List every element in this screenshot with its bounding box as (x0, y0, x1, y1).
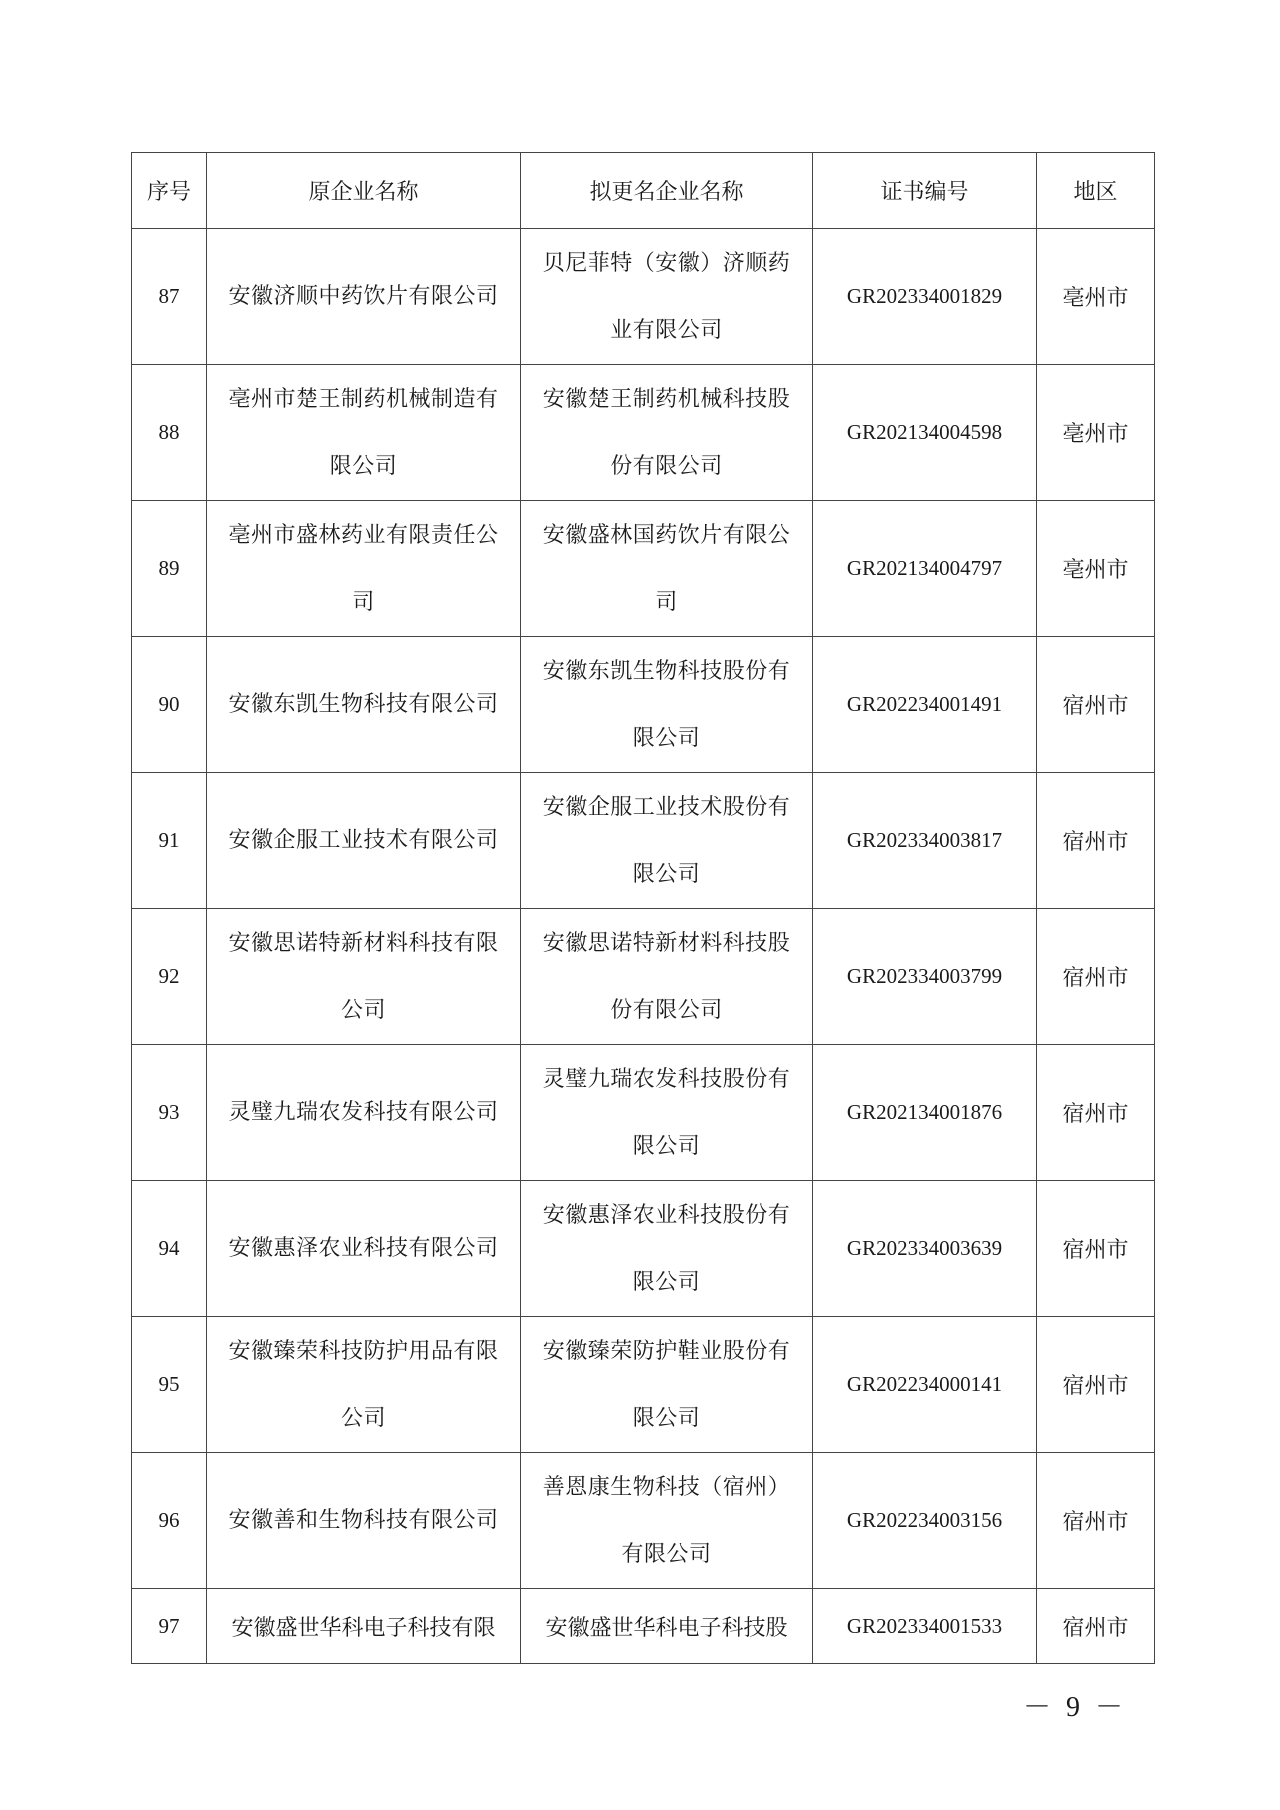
row-original-name: 安徽善和生物科技有限公司 (207, 1453, 521, 1589)
row-region: 宿州市 (1037, 1317, 1155, 1453)
row-new-name: 安徽东凯生物科技股份有限公司 (521, 637, 813, 773)
row-index: 87 (132, 229, 207, 365)
row-certificate: GR202234001491 (813, 637, 1037, 773)
row-index: 92 (132, 909, 207, 1045)
row-original-name: 灵璧九瑞农发科技有限公司 (207, 1045, 521, 1181)
row-original-name: 安徽企服工业技术有限公司 (207, 773, 521, 909)
row-certificate: GR202134001876 (813, 1045, 1037, 1181)
table-row (132, 229, 1155, 365)
row-index: 88 (132, 365, 207, 501)
row-new-name: 安徽臻荣防护鞋业股份有限公司 (521, 1317, 813, 1453)
row-new-name: 贝尼菲特（安徽）济顺药业有限公司 (521, 229, 813, 365)
header-certificate: 证书编号 (813, 153, 1037, 229)
row-region: 宿州市 (1037, 1589, 1155, 1664)
row-new-name: 安徽思诺特新材料科技股份有限公司 (521, 909, 813, 1045)
row-certificate: GR202334003817 (813, 773, 1037, 909)
row-index: 95 (132, 1317, 207, 1453)
row-certificate: GR202134004797 (813, 501, 1037, 637)
row-new-name: 安徽楚王制药机械科技股份有限公司 (521, 365, 813, 501)
row-new-name: 安徽惠泽农业科技股份有限公司 (521, 1181, 813, 1317)
table-row (132, 1317, 1155, 1453)
row-new-name: 安徽盛林国药饮片有限公司 (521, 501, 813, 637)
page-number: － 9 － (1023, 1692, 1128, 1723)
row-index: 96 (132, 1453, 207, 1589)
row-certificate: GR202334003639 (813, 1181, 1037, 1317)
row-region: 宿州市 (1037, 1181, 1155, 1317)
row-region: 亳州市 (1037, 365, 1155, 501)
row-new-name: 安徽盛世华科电子科技股 (521, 1589, 813, 1664)
table-row (132, 637, 1155, 773)
header-region: 地区 (1037, 153, 1155, 229)
row-region: 宿州市 (1037, 909, 1155, 1045)
row-original-name: 亳州市盛林药业有限责任公司 (207, 501, 521, 637)
company-rename-table (131, 152, 1155, 1664)
row-original-name: 安徽东凯生物科技有限公司 (207, 637, 521, 773)
row-index: 97 (132, 1589, 207, 1664)
table-row (132, 1453, 1155, 1589)
row-original-name: 安徽思诺特新材料科技有限公司 (207, 909, 521, 1045)
row-certificate: GR202334001533 (813, 1589, 1037, 1664)
table-row (132, 1045, 1155, 1181)
row-region: 宿州市 (1037, 773, 1155, 909)
row-new-name: 善恩康生物科技（宿州）有限公司 (521, 1453, 813, 1589)
table-row (132, 773, 1155, 909)
table-row (132, 909, 1155, 1045)
table-row (132, 365, 1155, 501)
row-certificate: GR202234003156 (813, 1453, 1037, 1589)
row-original-name: 安徽惠泽农业科技有限公司 (207, 1181, 521, 1317)
row-original-name: 亳州市楚王制药机械制造有限公司 (207, 365, 521, 501)
row-new-name: 灵璧九瑞农发科技股份有限公司 (521, 1045, 813, 1181)
row-index: 94 (132, 1181, 207, 1317)
row-region: 宿州市 (1037, 637, 1155, 773)
row-index: 89 (132, 501, 207, 637)
row-region: 亳州市 (1037, 229, 1155, 365)
row-new-name: 安徽企服工业技术股份有限公司 (521, 773, 813, 909)
row-region: 宿州市 (1037, 1045, 1155, 1181)
row-region: 宿州市 (1037, 1453, 1155, 1589)
header-new-name: 拟更名企业名称 (521, 153, 813, 229)
header-index: 序号 (132, 153, 207, 229)
row-certificate: GR202234000141 (813, 1317, 1037, 1453)
table-row (132, 1181, 1155, 1317)
row-original-name: 安徽济顺中药饮片有限公司 (207, 229, 521, 365)
table-row (132, 501, 1155, 637)
row-index: 91 (132, 773, 207, 909)
table-row (132, 1589, 1155, 1664)
row-certificate: GR202334003799 (813, 909, 1037, 1045)
row-region: 亳州市 (1037, 501, 1155, 637)
header-original-name: 原企业名称 (207, 153, 521, 229)
table-header-row (132, 153, 1155, 229)
row-certificate: GR202134004598 (813, 365, 1037, 501)
row-original-name: 安徽臻荣科技防护用品有限公司 (207, 1317, 521, 1453)
row-index: 90 (132, 637, 207, 773)
row-index: 93 (132, 1045, 207, 1181)
row-certificate: GR202334001829 (813, 229, 1037, 365)
row-original-name: 安徽盛世华科电子科技有限 (207, 1589, 521, 1664)
